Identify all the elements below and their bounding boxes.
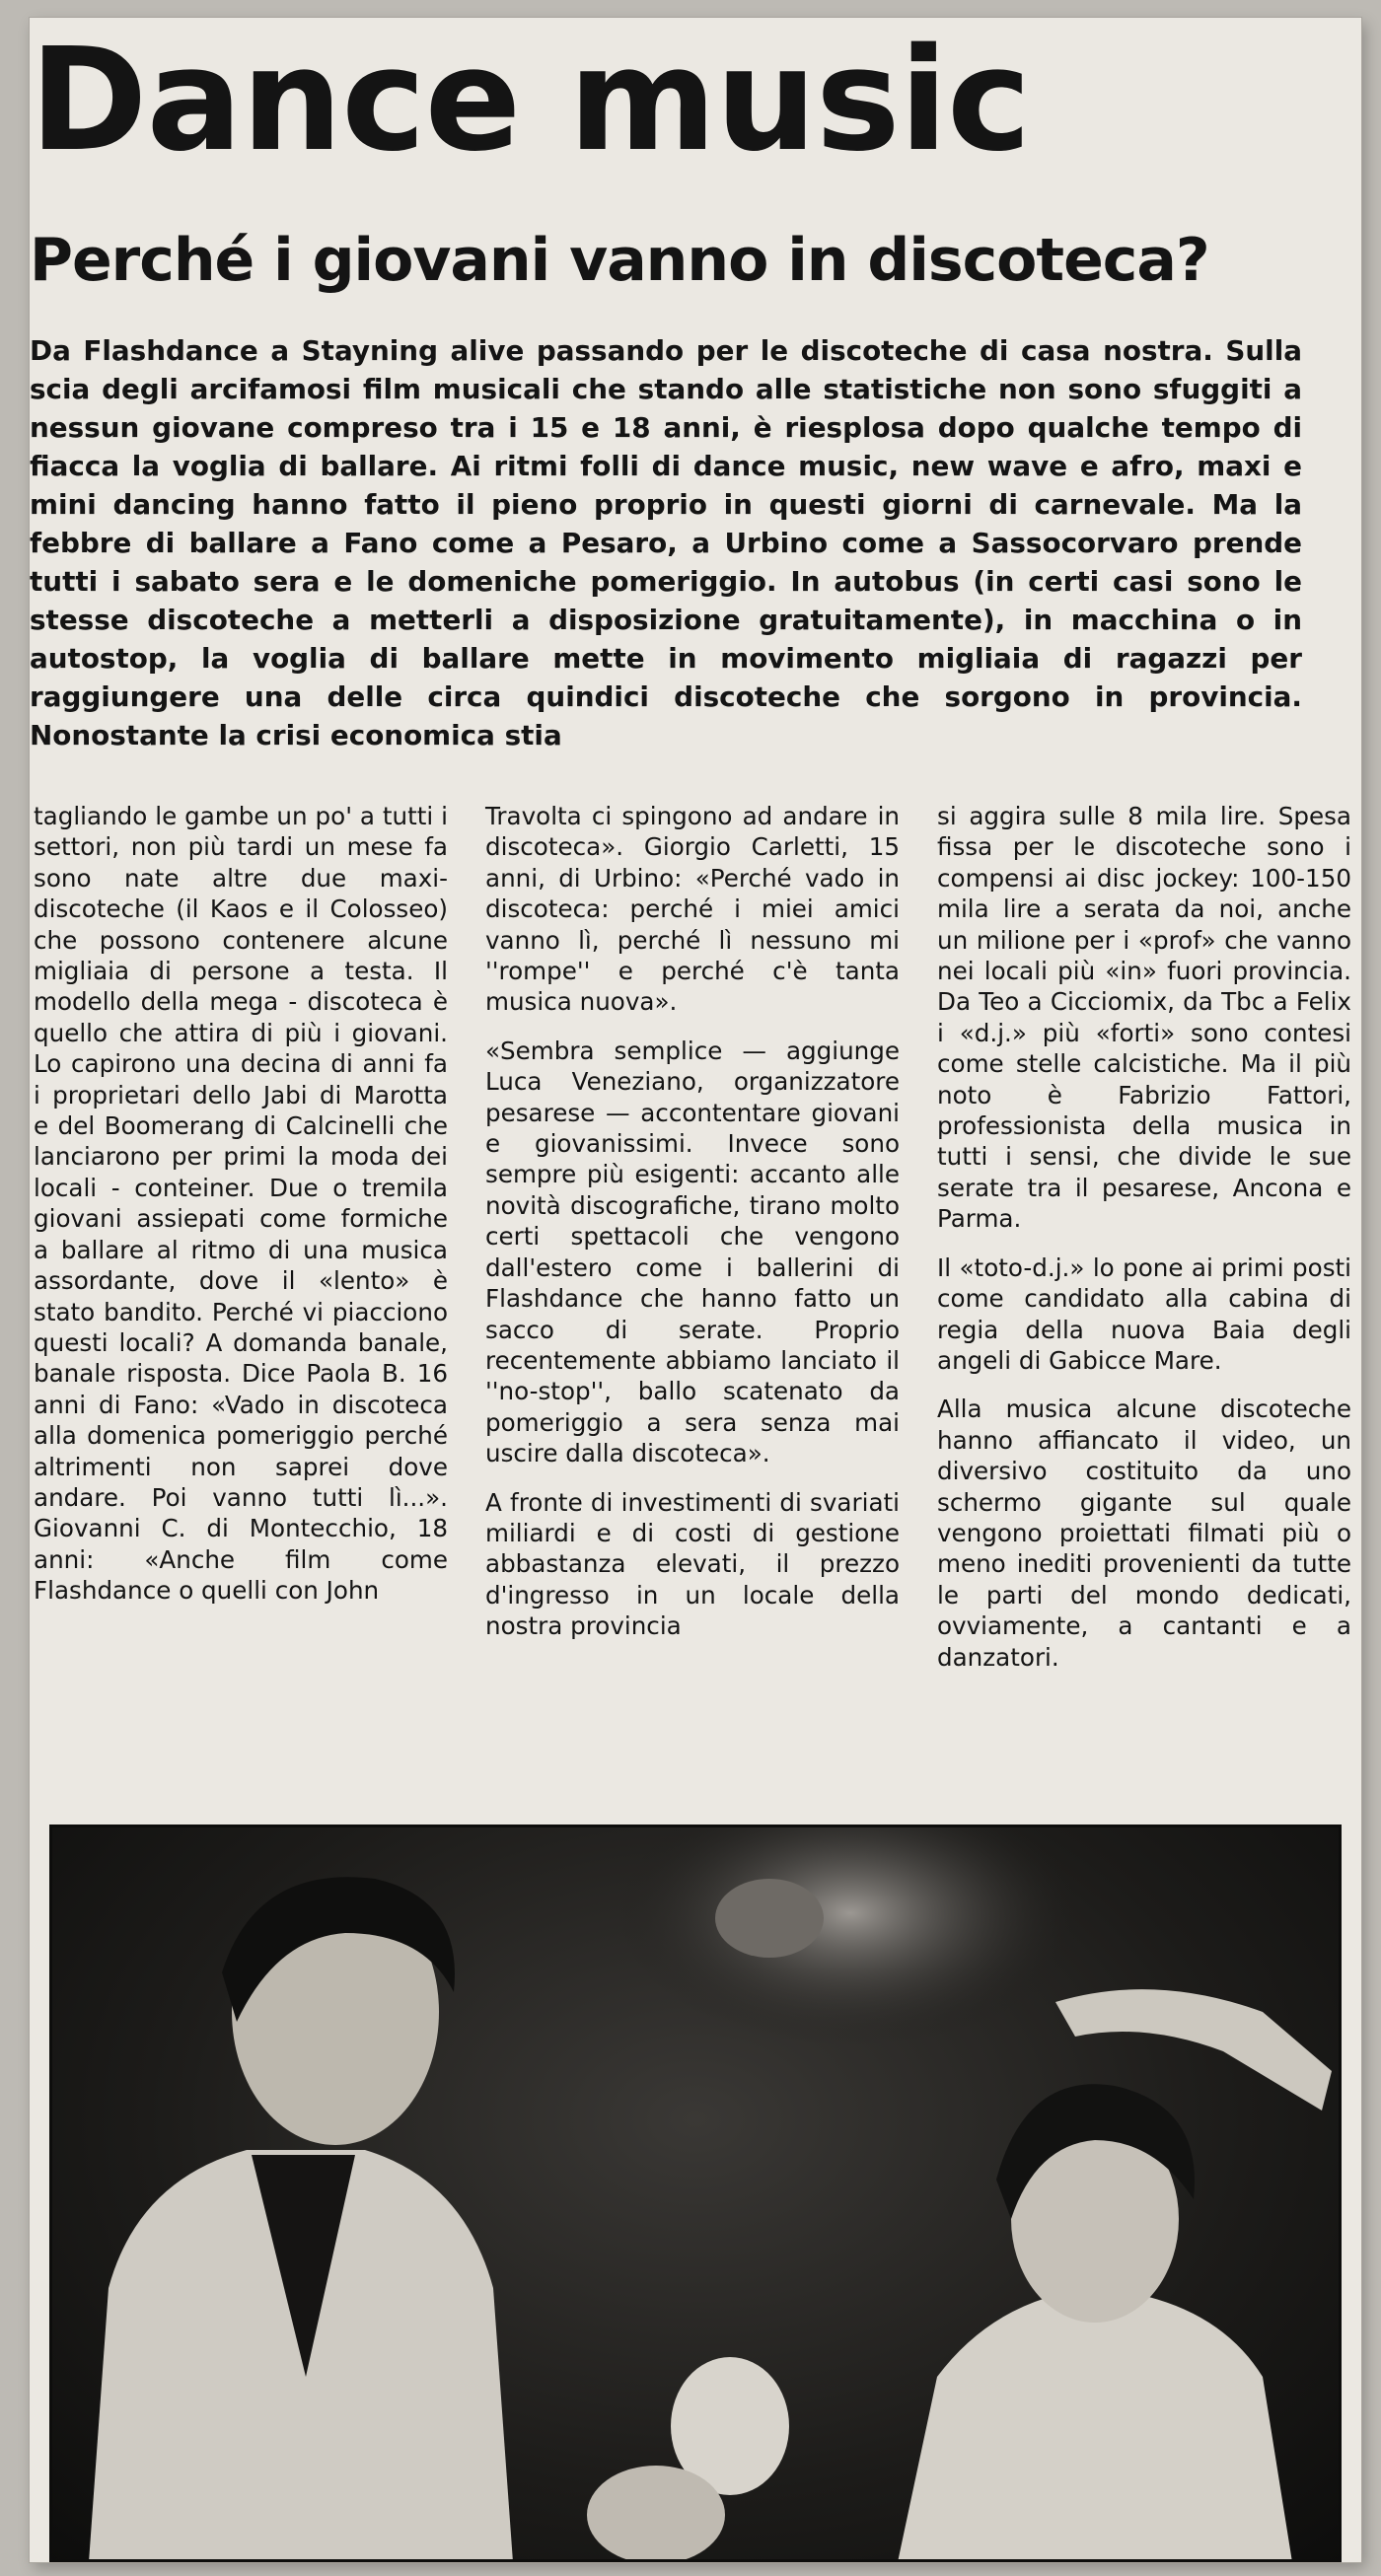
body-paragraph: Alla musica alcune discoteche hanno affiancato il video, un diversivo costituito da uno schermo gigante sul quale vengono proiettati filmati più o meno inediti provenienti da tutte le parti del mondo dedicati, ovviamente, a cantanti e a danzatori. bbox=[937, 1395, 1351, 1672]
body-paragraph: tagliando le gambe un po' a tutti i settori, non più tardi un mese fa sono nate altre due maxi-discoteche (il Kaos e il Colosseo) che possono contenere alcune migliaia di persone a testa. Il modello della mega - discoteca è quello che attira di più i giovani. Lo capirono una decina di anni fa i proprietari dello Jabi di Marotta e del Boomerang di Calcinelli che lanciarono per primi la moda dei locali - conteiner. Due o tremila giovani assiepati come formiche a ballare al ritmo di una musica assordante, dove il «lento» è stato bandito. Perché vi piacciono questi locali? A domanda banale, banale risposta. Dice Paola B. 16 anni di Fano: «Vado in discoteca alla domenica pomeriggio perché altrimenti non saprei dove andare. Poi vanno tutti lì...». Giovanni C. di Montecchio, 18 anni: «Anche film come Flashdance o quelli con John bbox=[34, 802, 448, 1606]
body-columns bbox=[34, 801, 1351, 1819]
spotlight-lamp bbox=[715, 1879, 824, 1958]
dancers-photo bbox=[49, 1825, 1342, 2562]
body-paragraph: si aggira sulle 8 mila lire. Spesa fissa per le discoteche sono i compensi ai disc jockey: 100-150 mila lire a serata da noi, anche un milione per i «prof» che vanno nei locali più «in» fuori provincia. Da Teo a Cicciomix, da Tbc a Felix i «d.j.» più «forti» sono contesi come stelle calcistiche. Ma il più noto è Fabrizio Fattori, professionista della musica in tutti i sensi, che divide le sue serate tra il pesarese, Ancona e Parma. bbox=[937, 802, 1351, 1234]
body-column-3 bbox=[937, 801, 1351, 1819]
body-column-1 bbox=[34, 801, 448, 1819]
body-paragraph: Il «toto-d.j.» lo pone ai primi posti come candidato alla cabina di regia della nuova Baia degli angeli di Gabicce Mare. bbox=[937, 1252, 1351, 1375]
body-paragraph: A fronte di investimenti di svariati miliardi e di costi di gestione abbastanza elevati, il prezzo d'ingresso in un locale della nostra provincia bbox=[485, 1487, 900, 1641]
newspaper-clipping bbox=[30, 18, 1361, 2562]
lead-paragraph: Da Flashdance a Stayning alive passando per le discoteche di casa nostra. Sulla scia degli arcifamosi film musicali che stando alle statistiche non sono sfuggiti a nessun giovane compreso tra i 15 e 18 anni, è riesplosa dopo qualche tempo di fiacca la voglia di ballare. Ai ritmi folli di dance music, new wave e afro, maxi e mini dancing hanno fatto il pieno proprio in questi giorni di carnevale. Ma la febbre di ballare a Fano come a Pesaro, a Urbino come a Sassocorvaro prende tutti i sabato sera e le domeniche pomeriggio. In autobus (in certi casi sono le stesse discoteche a metterli a disposizione gratuitamente), in macchina o in autostop, la voglia di ballare mette in movimento migliaia di ragazzi per raggiungere una delle circa quindici discoteche che sorgono in provincia. Nonostante la crisi economica stia bbox=[30, 334, 1302, 751]
body-paragraph: Travolta ci spingono ad andare in discoteca». Giorgio Carletti, 15 anni, di Urbino: «Perché vado in discoteca: perché i miei amici vanno lì, perché lì nessuno mi ''rompe'' e perché c'è tanta musica nuova». bbox=[485, 802, 900, 1017]
subheadline: Perché i giovani vanno in discoteca? bbox=[30, 226, 1209, 295]
dancers-photo-illustration bbox=[49, 1825, 1342, 2562]
dancers-hands bbox=[587, 2466, 725, 2562]
body-column-2 bbox=[485, 801, 900, 1819]
body-paragraph: «Sembra semplice — aggiunge Luca Veneziano, organizzatore pesarese — accontentare giovani e giovanissimi. Invece sono sempre più esigenti: accanto alle novità discografiche, tirano molto certi spettacoli che vengono dall'estero come i ballerini di Flashdance che hanno fatto un sacco di serate. Proprio recentemente abbiamo lanciato il ''no-stop'', ballo scatenato da pomeriggio a sera senza mai uscire dalla discoteca». bbox=[485, 1036, 900, 1468]
headline: Dance music bbox=[30, 18, 1031, 182]
